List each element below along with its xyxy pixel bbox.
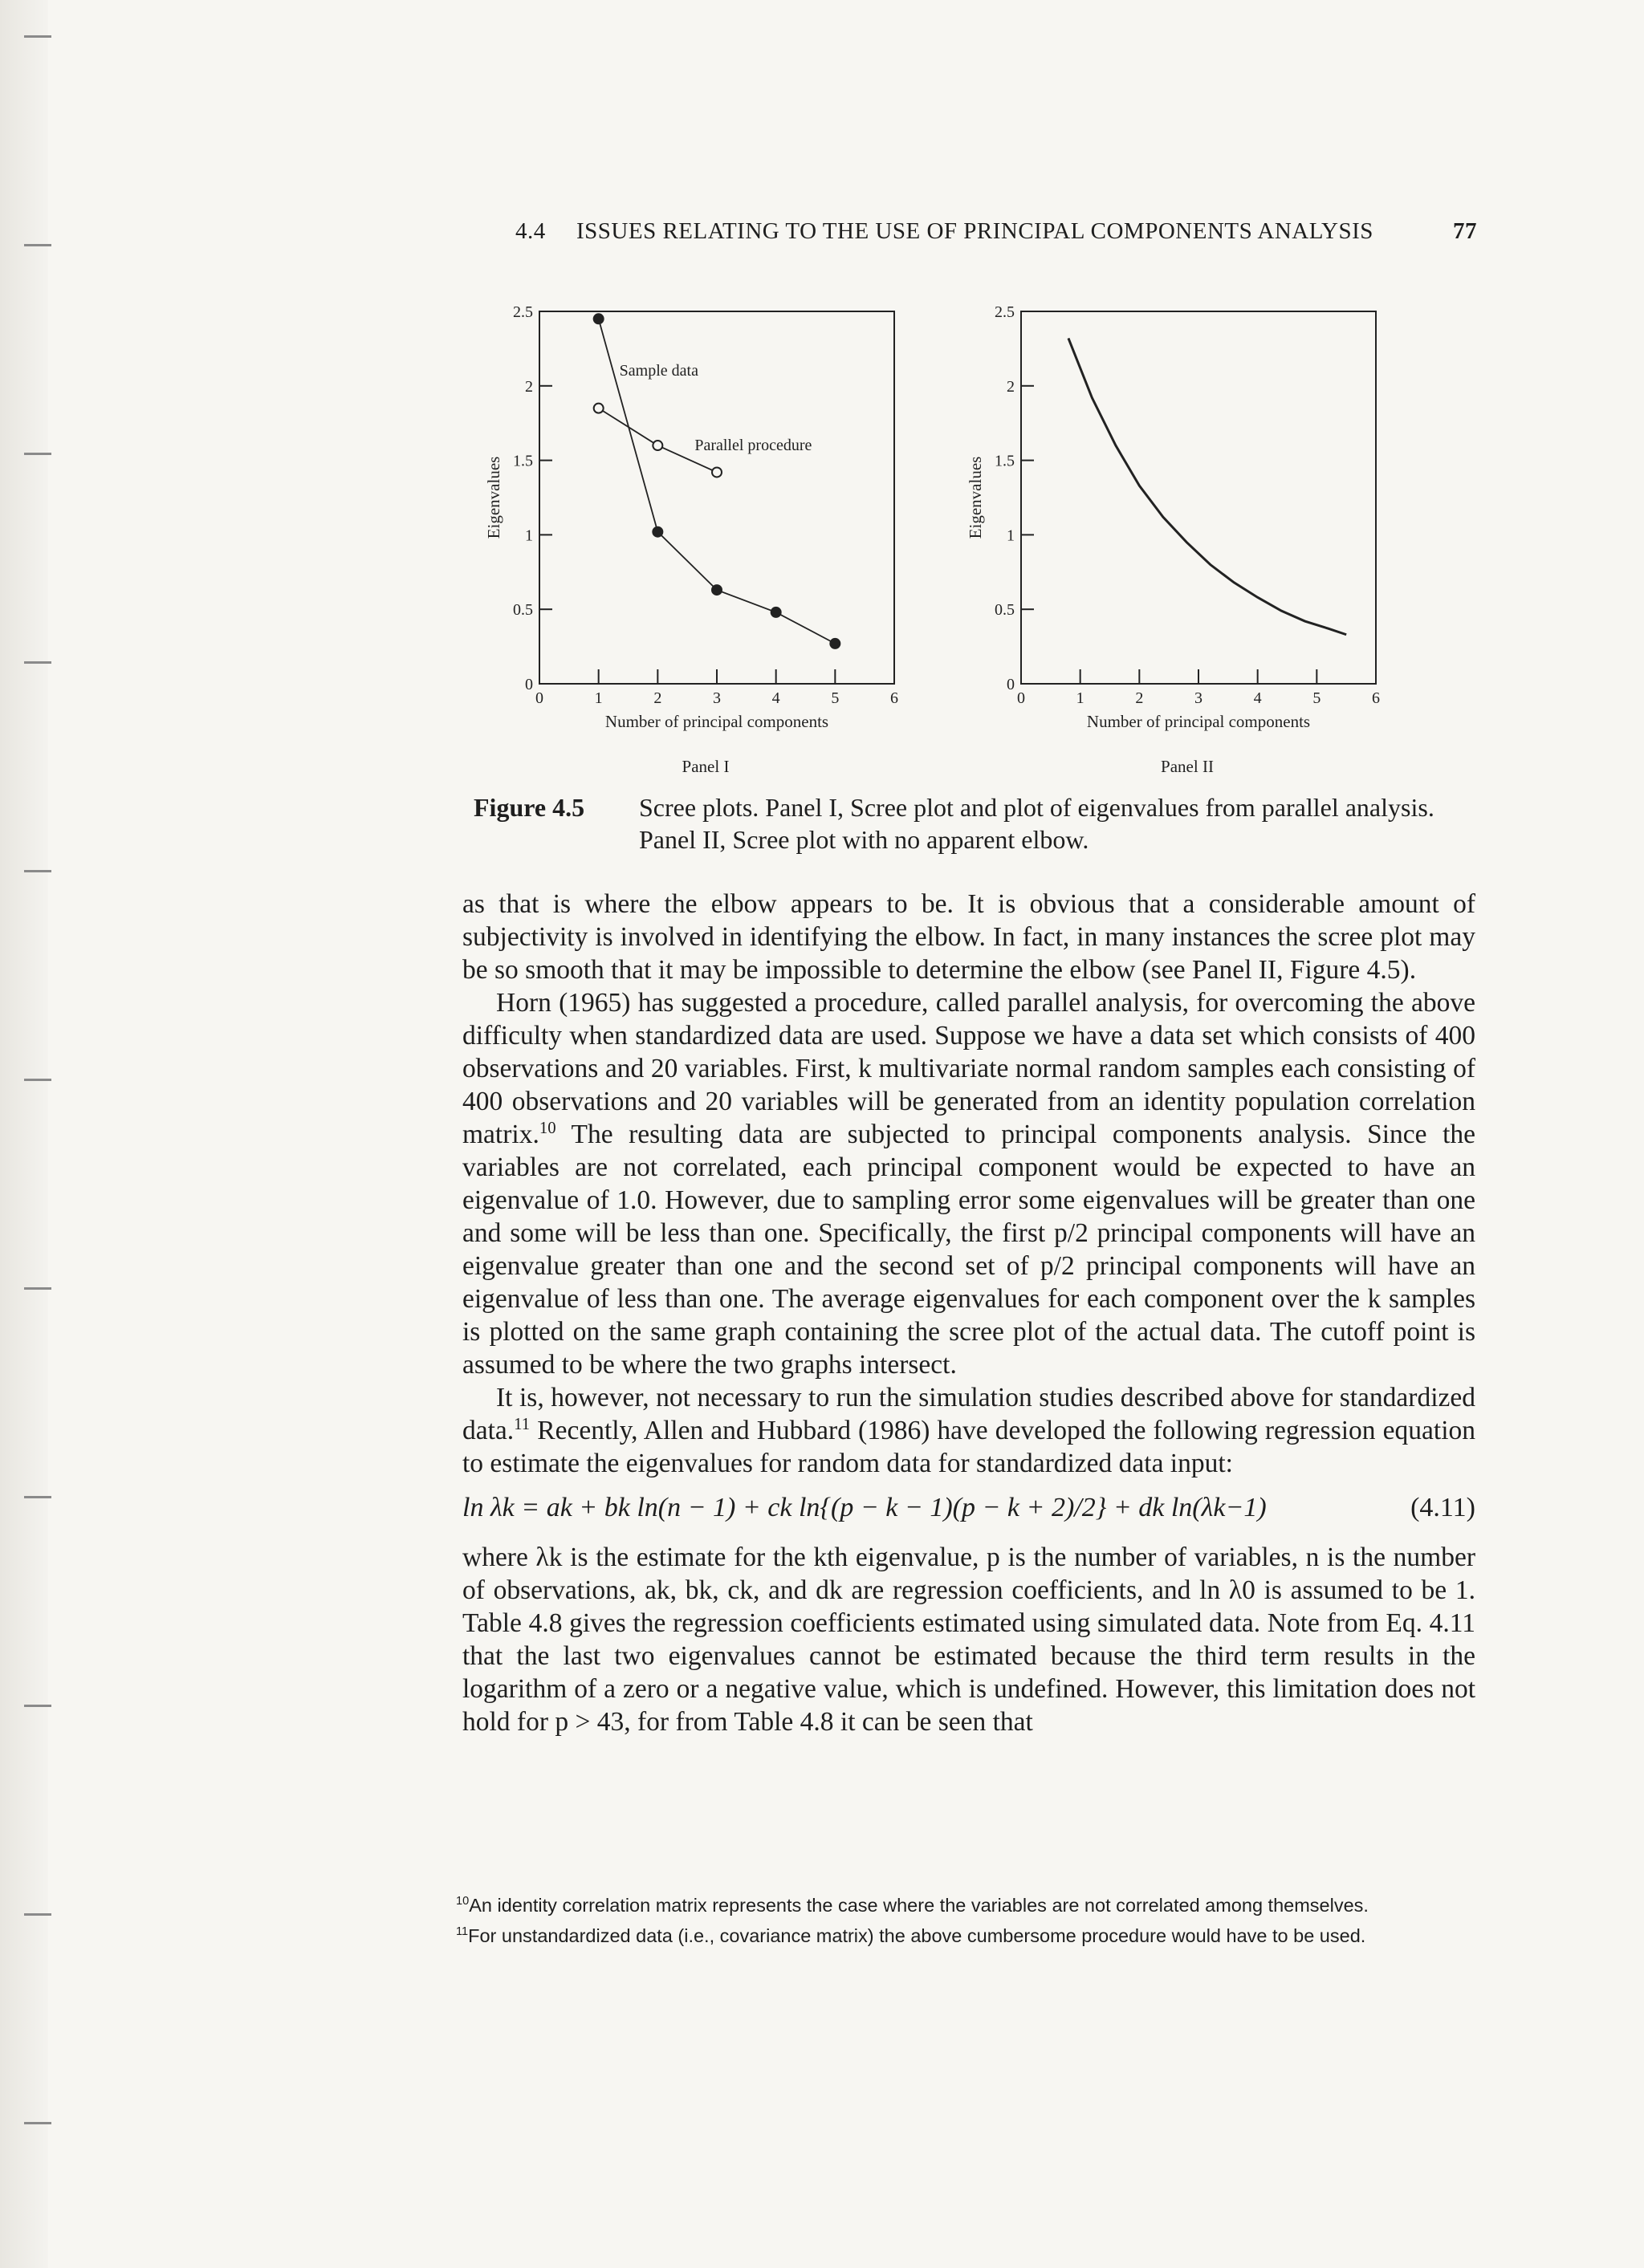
scree-plot-2-svg [923, 286, 1397, 782]
y-axis-label: Eigenvalues [966, 456, 985, 539]
figure-caption-text: Scree plots. Panel I, Scree plot and plot of eigenvalues from parallel analysis. Panel II, Scree plot with no apparent elbow. [639, 793, 1434, 854]
equation-4-11 [462, 1488, 1475, 1533]
binding-mark [24, 1493, 51, 1498]
sample-data-point [712, 585, 722, 595]
body-text [462, 888, 1475, 1738]
running-head-title: ISSUES RELATING TO THE USE OF PRINCIPAL COMPONENTS ANALYSIS [576, 218, 1373, 244]
binding-mark [24, 1701, 51, 1707]
binding-mark [24, 658, 51, 664]
y-axis-label: Eigenvalues [484, 456, 503, 539]
x-tick-label: 4 [1253, 689, 1262, 707]
y-tick-label: 0 [1007, 676, 1015, 693]
footnote-number: 11 [456, 1925, 469, 1939]
parallel-procedure-point [653, 441, 662, 450]
x-tick-label: 2 [1135, 689, 1144, 707]
footnote-ref-10: 10 [539, 1118, 556, 1137]
panel-label: Panel II [1161, 757, 1214, 776]
scree-plot-1-svg [450, 286, 915, 782]
paragraph-text: Horn (1965) has suggested a procedure, called parallel analysis, for overcoming the above difficulty when standardized data are used. Suppose we have a data set which consists of 400 observations and 20 variables. First, k multivariate normal random samples each consisting of 400 observations and 20 variables will be generated from an identity population correlation matrix. [462, 988, 1475, 1149]
binding-mark [24, 32, 51, 38]
section-number: 4.4 [515, 218, 546, 244]
page-number: 77 [1453, 218, 1477, 244]
footnote-text: For unstandardized data (i.e., covariance matrix) the above cumbersome procedure would have to be used. [468, 1925, 1366, 1946]
x-tick-label: 5 [831, 689, 840, 707]
x-tick-label: 1 [594, 689, 603, 707]
equation-number: (4.11) [1410, 1493, 1475, 1522]
footnote-text: An identity correlation matrix represents the case where the variables are not correlated among themselves. [469, 1895, 1369, 1916]
footnotes [456, 1890, 1483, 1951]
paragraph [462, 1381, 1475, 1480]
y-tick-label: 0 [525, 676, 533, 693]
x-tick-label: 1 [1076, 689, 1084, 707]
footnote-11 [456, 1920, 1483, 1951]
x-tick-label: 6 [1372, 689, 1380, 707]
y-tick-label: 1 [1007, 526, 1015, 545]
binding-mark [24, 867, 51, 872]
sample-data-point [830, 639, 840, 648]
y-tick-label: 1.5 [513, 452, 533, 470]
binding-mark [24, 1284, 51, 1290]
x-tick-label: 6 [890, 689, 898, 707]
equation-text: ln λk = ak + bk ln(n − 1) + ck ln{(p − k − 1)(p − k + 2)/2} + dk ln(λk−1) [462, 1493, 1267, 1522]
paragraph-text: The resulting data are subjected to principal components analysis. Since the variables are not correlated, each principal component would be expected to have an eigenvalue of 1.0. However, due to sampling error some eigenvalues will be greater than one and some will be less than one. Specifically, the first p/2 principal components will have an eigenvalue greater than one and the second set of p/2 principal components will have an eigenvalue of less than one. The average eigenvalues for each component over the k samples is plotted on the same graph containing the scree plot of the actual data. The cutoff point is assumed to be where the two graphs intersect. [462, 1120, 1475, 1380]
scree-plot-panel-2 [923, 286, 1397, 782]
panel-label: Panel I [682, 757, 730, 776]
paragraph-text: It is, however, not necessary to run the simulation studies described above for standardized data. [462, 1383, 1475, 1445]
sample-data-point [653, 527, 662, 537]
x-tick-label: 3 [713, 689, 721, 707]
paragraph-text: Recently, Allen and Hubbard (1986) have developed the following regression equation to estimate the eigenvalues for random data for standardized data input: [462, 1416, 1475, 1478]
y-tick-label: 2 [525, 377, 533, 396]
paragraph: where λk is the estimate for the kth eigenvalue, p is the number of variables, n is the number of observations, ak, bk, ck, and dk are regression coefficients, and ln λ0 is assumed to be 1. Table 4.8 gives the regression coefficients estimated using simulated data. Note from Eq. 4.11 that the last two eigenvalues cannot be estimated because the third term results in the logarithm of a zero or a negative value, which is undefined. However, this limitation does not hold for p > 43, for from Table 4.8 it can be seen that [462, 1542, 1475, 1737]
binding-mark [24, 2119, 51, 2124]
y-tick-label: 0.5 [995, 601, 1015, 620]
parallel-procedure-point [594, 404, 604, 413]
y-tick-label: 2 [1007, 377, 1015, 396]
x-tick-label: 4 [771, 689, 780, 707]
y-tick-label: 2.5 [995, 303, 1015, 321]
figure-label: Figure 4.5 [474, 793, 585, 822]
x-tick-label: 0 [535, 689, 543, 707]
running-head [515, 218, 1477, 250]
plot-frame [539, 311, 894, 684]
binding-mark [24, 1075, 51, 1081]
paragraph: as that is where the elbow appears to be. It is obvious that a considerable amount of subjectivity is involved in identifying the elbow. In fact, in many instances the scree plot may be so smooth that it may be impossible to determine the elbow (see Panel II, Figure 4.5). [462, 889, 1475, 985]
binding-mark [24, 449, 51, 455]
series-label-parallel-procedure: Parallel procedure [694, 437, 812, 455]
x-axis-label: Number of principal components [1086, 712, 1311, 731]
y-tick-label: 0.5 [513, 601, 533, 620]
scree-curve [1068, 338, 1346, 634]
x-tick-label: 2 [653, 689, 662, 707]
x-axis-label: Number of principal components [604, 712, 829, 731]
scree-plot-panel-1 [450, 286, 915, 782]
series-label-sample-data: Sample data [619, 362, 698, 380]
sample-data-point [771, 608, 781, 617]
footnote-ref-11: 11 [514, 1414, 531, 1433]
page-binding-edge [0, 0, 48, 2268]
x-tick-label: 0 [1017, 689, 1025, 707]
y-tick-label: 1 [525, 526, 533, 545]
binding-mark [24, 241, 51, 246]
parallel-procedure-point [712, 467, 722, 477]
footnote-10 [456, 1890, 1483, 1920]
sample-data-point [594, 314, 604, 323]
binding-mark [24, 1910, 51, 1916]
y-tick-label: 2.5 [513, 303, 533, 321]
x-tick-label: 5 [1312, 689, 1321, 707]
paragraph [462, 986, 1475, 1381]
y-tick-label: 1.5 [995, 452, 1015, 470]
footnote-number: 10 [456, 1895, 470, 1908]
x-tick-label: 3 [1194, 689, 1202, 707]
